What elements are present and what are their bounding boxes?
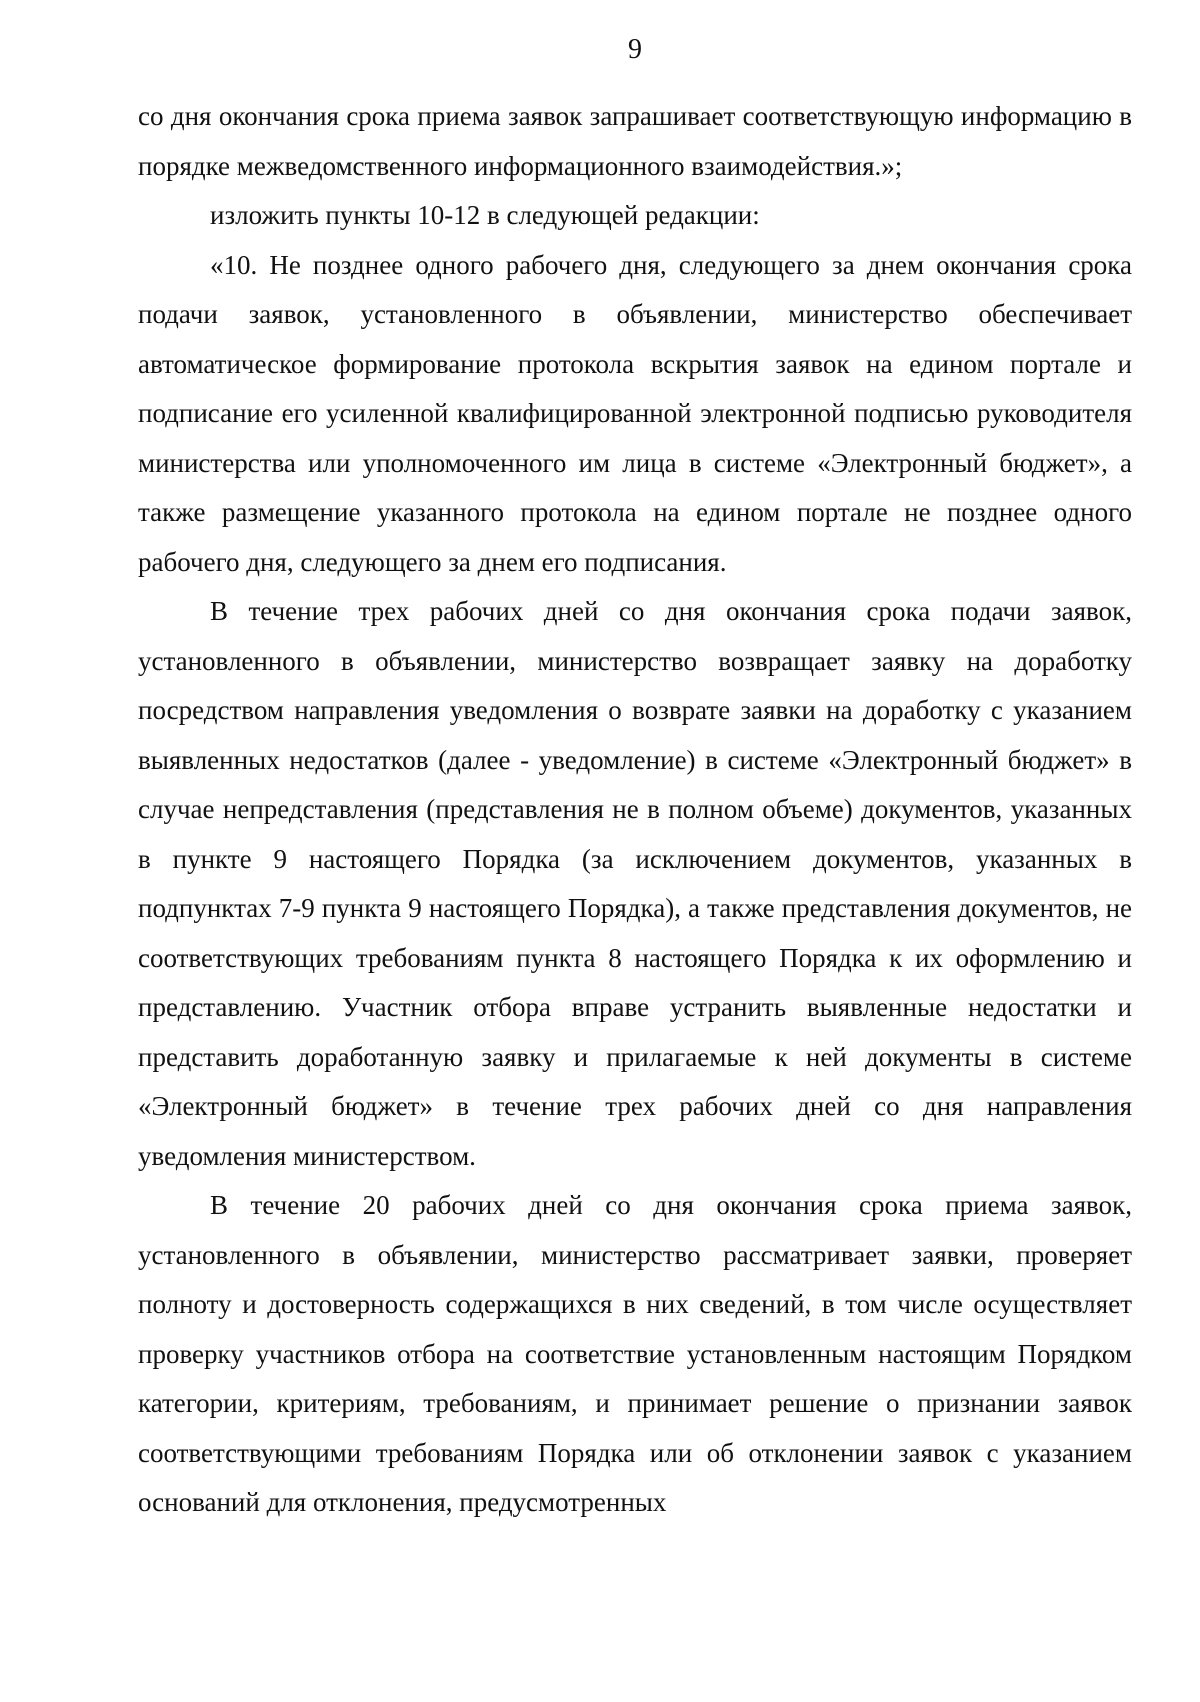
document-body <box>138 92 1132 1528</box>
paragraph-review-of-applications: В течение 20 рабочих дней со дня окончания срока приема заявок, установленного в объявлении, министерство рассматривает заявки, проверяет полноту и достоверность содержащихся в них сведений, в том числе осуществляет проверку участников отбора на соответствие установленным настоящим Порядком категории, критериям, требованиям, и принимает решение о признании заявок соответствующими требованиям Порядка или об отклонении заявок с указанием оснований для отклонения, предусмотренных <box>138 1190 1132 1517</box>
paragraph-amendment-instruction: изложить пункты 10-12 в следующей редакции: <box>210 200 760 230</box>
paragraph-return-for-revision: В течение трех рабочих дней со дня окончания срока подачи заявок, установленного в объявлении, министерство возвращает заявку на доработку посредством направления уведомления о возврате заявки на доработку с указанием выявленных недостатков (далее - уведомление) в системе «Электронный бюджет» в случае непредставления (представления не в полном объеме) документов, указанных в пункте 9 настоящего Порядка (за исключением документов, указанных в подпунктах 7-9 пункта 9 настоящего Порядка), а также представления документов, не соответствующих требованиям пункта 8 настоящего Порядка к их оформлению и представлению. Участник отбора вправе устранить выявленные недостатки и представить доработанную заявку и прилагаемые к ней документы в системе «Электронный бюджет» в течение трех рабочих дней со дня направления уведомления министерством. <box>138 596 1132 1171</box>
page-number: 9 <box>628 34 642 65</box>
paragraph-continuation: со дня окончания срока приема заявок запрашивает соответствующую информацию в порядке межведомственного информационного взаимодействия.»; <box>138 101 1132 181</box>
paragraph-item-10: «10. Не позднее одного рабочего дня, следующего за днем окончания срока подачи заявок, установленного в объявлении, министерство обеспечивает автоматическое формирование протокола вскрытия заявок на едином портале и подписание его усиленной квалифицированной электронной подписью руководителя министерства или уполномоченного им лица в системе «Электронный бюджет», а также размещение указанного протокола на едином портале не позднее одного рабочего дня, следующего за днем его подписания. <box>138 249 1132 577</box>
